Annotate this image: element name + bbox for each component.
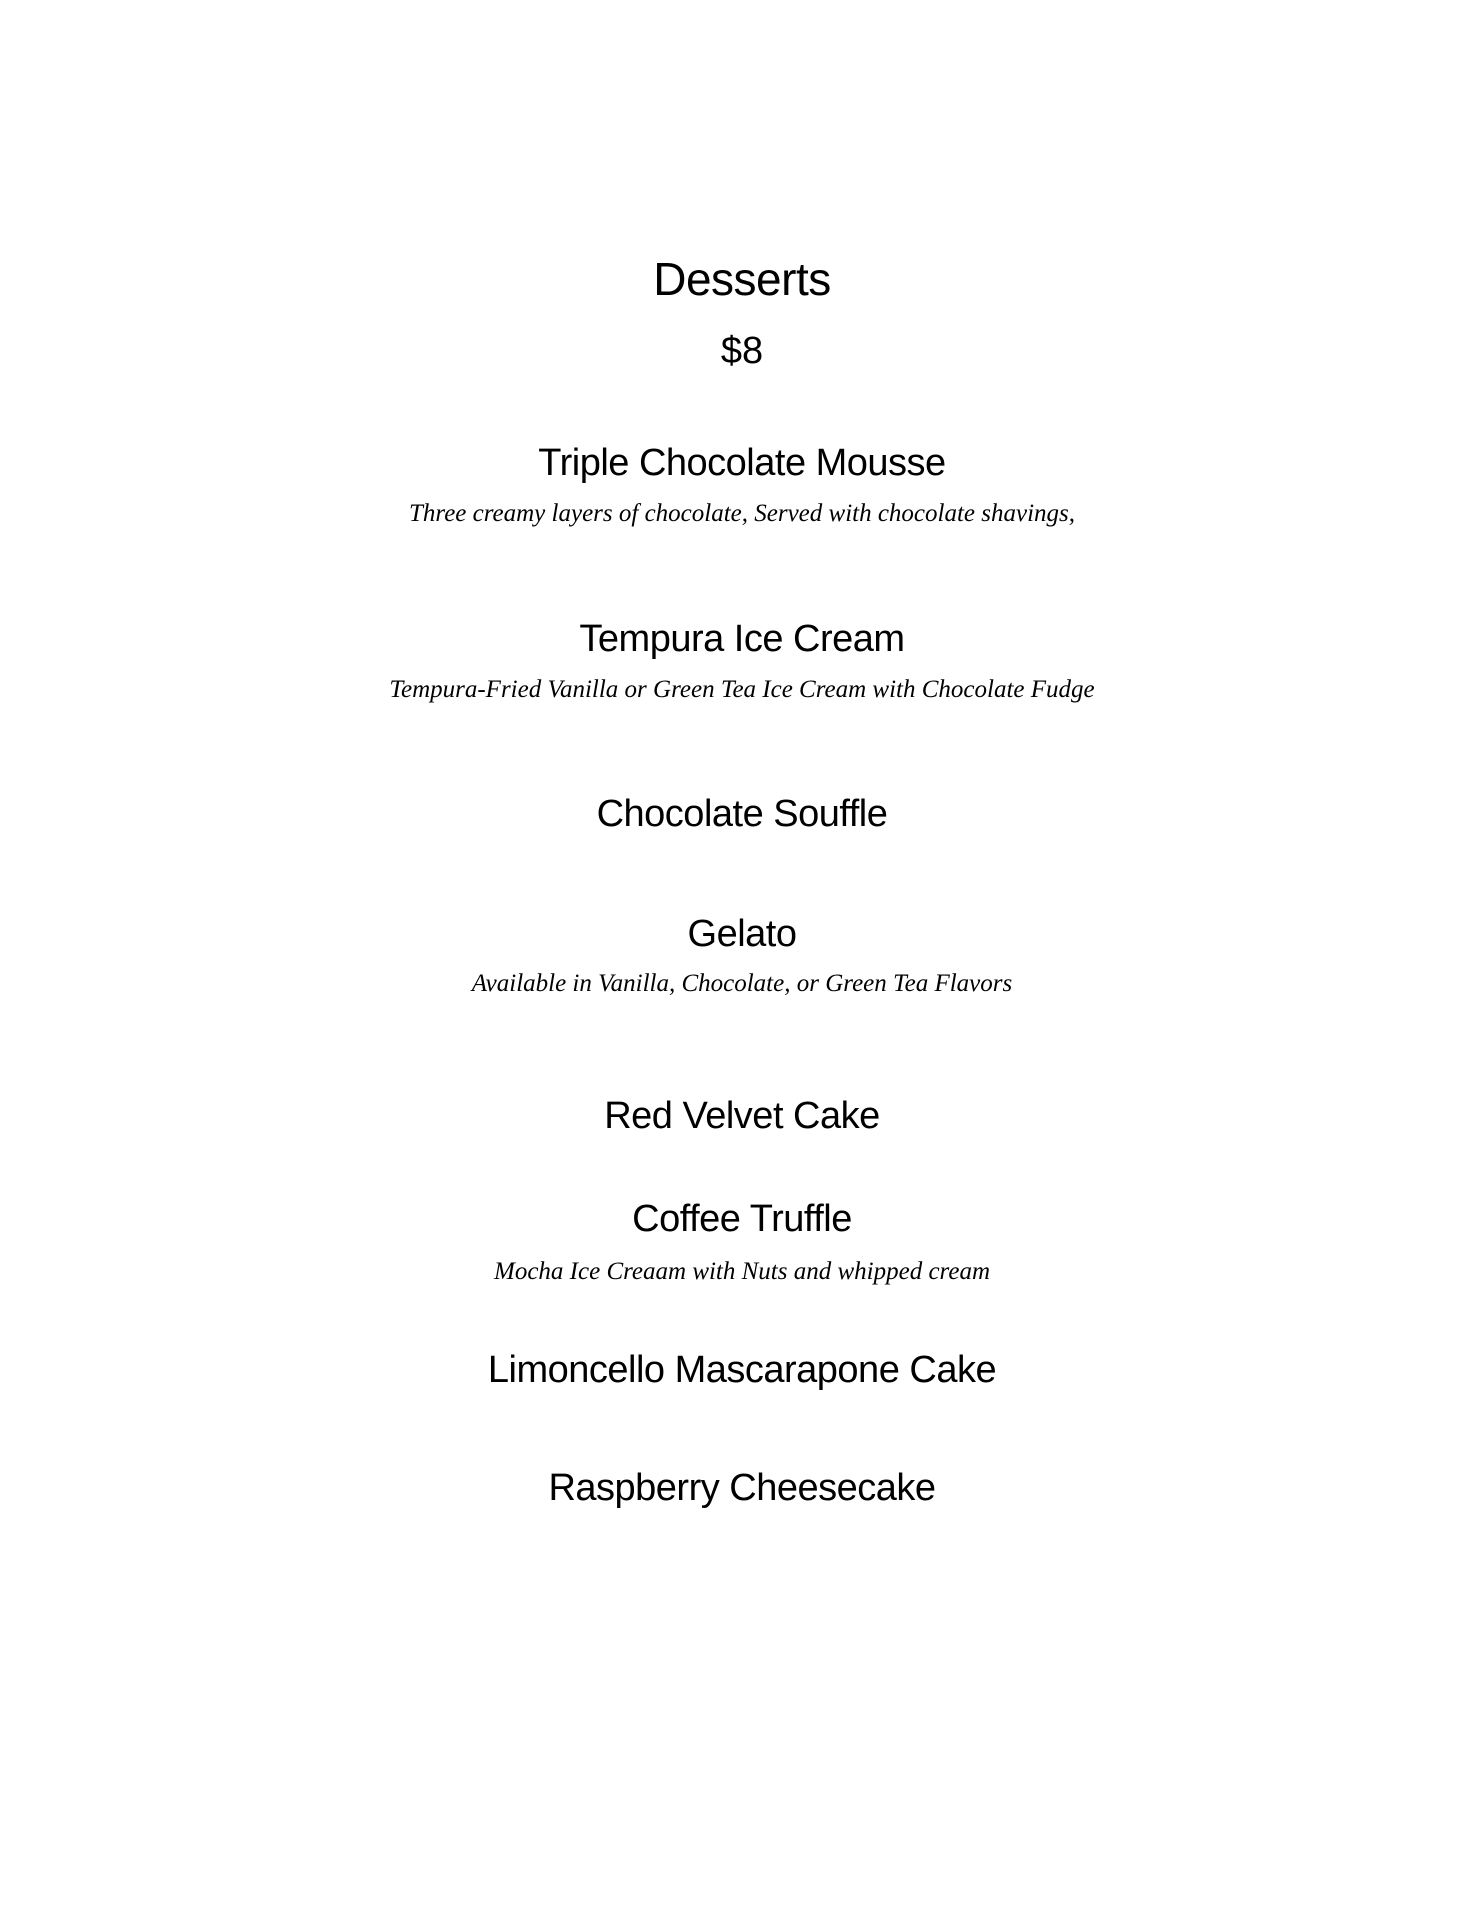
menu-item-name: Gelato [687,913,797,955]
menu-item-name: Limoncello Mascarapone Cake [487,1349,997,1391]
menu-item-description: Mocha Ice Creaam with Nuts and whipped cream [494,1258,990,1285]
menu-item-name: Raspberry Cheesecake [548,1467,936,1509]
menu-item-name: Red Velvet Cake [604,1095,880,1137]
menu-item-name: Triple Chocolate Mousse [538,442,946,484]
menu-item-description: Available in Vanilla, Chocolate, or Green Tea Flavors [471,970,1013,997]
menu-item-description: Three creamy layers of chocolate, Served with chocolate shavings, [408,500,1076,527]
menu-item-name: Coffee Truffle [632,1198,852,1240]
menu-item-name: Chocolate Souffle [596,793,888,835]
menu-price: $8 [720,330,764,372]
menu-item-name: Tempura Ice Cream [579,618,905,660]
menu-title: Desserts [653,253,831,305]
menu-item-description: Tempura-Fried Vanilla or Green Tea Ice Cream with Chocolate Fudge [389,676,1095,703]
